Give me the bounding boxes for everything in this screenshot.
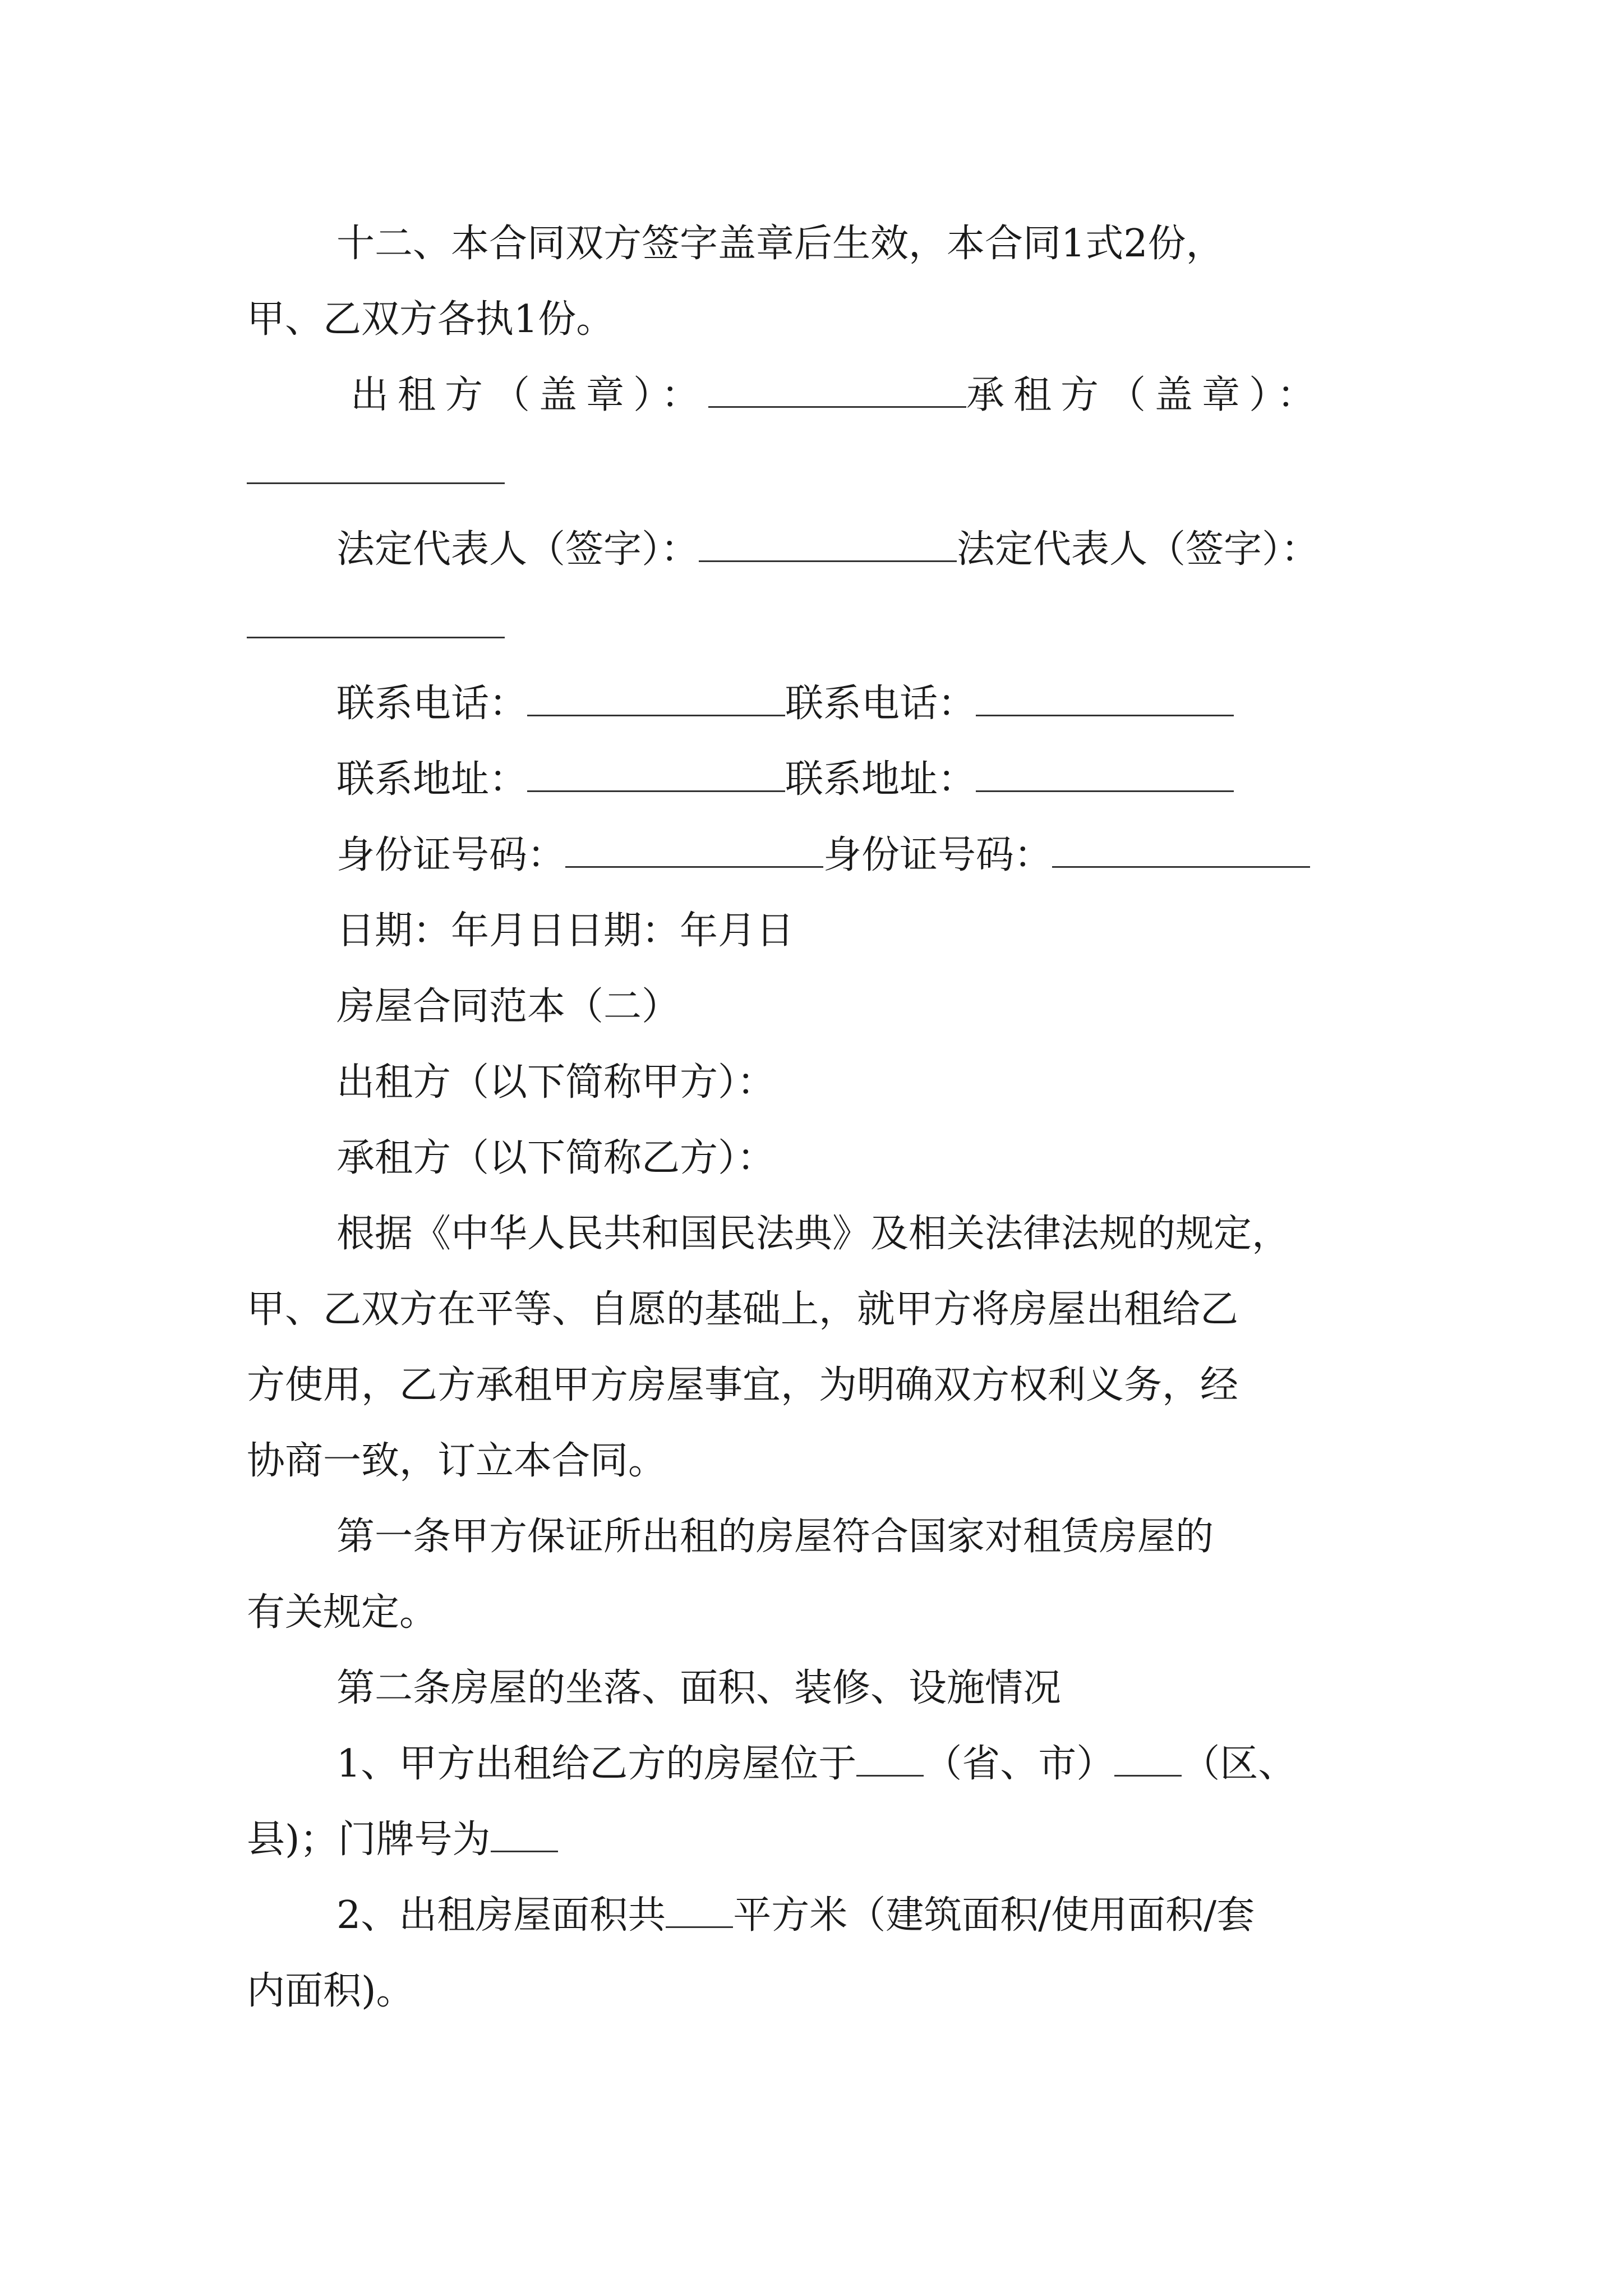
legal-rep-blank-a (699, 528, 957, 562)
phone-blank-a (527, 682, 785, 716)
item-1-text-2: （省、市） (924, 1742, 1115, 1786)
intro-text-3: 方使用，乙方承租甲方房屋事宜，为明确双方权利义务，经 (247, 1363, 1239, 1407)
item-2-text-1: 2、出租房屋面积共 (336, 1893, 666, 1938)
id-label-a: 身份证号码： (336, 833, 566, 877)
lessee-party-line (336, 1133, 775, 1184)
address-label-a: 联系地址： (336, 757, 528, 802)
legal-rep-line (336, 524, 1319, 575)
item-1-text-4: 县)；门牌号为 (247, 1818, 491, 1862)
lessee-seal-label: 承租方（盖章）： (966, 373, 1325, 417)
date-line (336, 906, 794, 956)
article-1-text-2: 有关规定。 (247, 1590, 438, 1635)
area-blank (666, 1894, 733, 1928)
address-label-b: 联系地址： (785, 757, 976, 802)
door-number-blank (491, 1818, 558, 1852)
lessee-seal-blank (247, 482, 505, 484)
id-blank-a (565, 834, 823, 868)
legal-rep-blank-b (247, 637, 505, 638)
article-1-line-2 (247, 1588, 437, 1638)
intro-line-2 (247, 1285, 1238, 1335)
lessor-party-line (336, 1057, 775, 1108)
province-blank (856, 1742, 924, 1777)
address-blank-b (976, 758, 1234, 792)
id-number-line (336, 830, 1310, 881)
intro-line-4 (247, 1436, 666, 1487)
article-1-line-1 (336, 1512, 1214, 1562)
lessor-seal-label: 出租方（盖章）： (351, 373, 709, 417)
district-blank (1114, 1742, 1182, 1777)
intro-text-2: 甲、乙双方在平等、自愿的基础上，就甲方将房屋出租给乙 (247, 1287, 1239, 1332)
id-label-b: 身份证号码： (823, 833, 1053, 877)
clause-12-line-2 (247, 295, 614, 345)
intro-text-1: 根据《中华人民共和国民法典》及相关法律法规的规定， (336, 1212, 1290, 1256)
seal-line (351, 370, 1324, 421)
template-title (336, 982, 680, 1032)
item-2-text-2: 平方米（建筑面积/使用面积/套 (733, 1893, 1255, 1938)
item-1-text-1: 1、甲方出租给乙方的房屋位于 (336, 1742, 857, 1786)
item-1-text-3: （区、 (1182, 1742, 1297, 1786)
intro-line-3 (247, 1360, 1238, 1411)
template-title-text: 房屋合同范本（二） (336, 984, 680, 1029)
item-1-line-2 (247, 1815, 558, 1865)
phone-blank-b (976, 682, 1234, 716)
intro-text-4: 协商一致，订立本合同。 (247, 1439, 667, 1483)
intro-line-1 (336, 1209, 1290, 1259)
article-2-title-text: 第二条房屋的坐落、面积、装修、设施情况 (336, 1666, 1062, 1710)
id-blank-b (1052, 834, 1310, 868)
legal-rep-label-a: 法定代表人（签字）： (336, 527, 699, 572)
clause-12-line-1 (336, 219, 1224, 269)
address-line (336, 754, 1234, 805)
item-2-text-3: 内面积)。 (247, 1969, 414, 2013)
legal-rep-label-b: 法定代表人（签字）： (957, 527, 1320, 572)
item-1-line-1 (336, 1739, 1296, 1789)
address-blank-a (527, 758, 785, 792)
clause-12-text-1: 十二、本合同双方签字盖章后生效，本合同1式2份， (336, 222, 1224, 266)
article-1-text-1: 第一条甲方保证所出租的房屋符合国家对租赁房屋的 (336, 1515, 1214, 1559)
phone-label-a: 联系电话： (336, 682, 528, 726)
phone-label-b: 联系电话： (785, 682, 976, 726)
date-text: 日期：年月日日期：年月日 (336, 909, 795, 953)
phone-line (336, 679, 1234, 729)
article-2-title (336, 1663, 1061, 1714)
lessor-party-text: 出租方（以下简称甲方）： (336, 1060, 776, 1105)
lessor-seal-blank (708, 374, 966, 408)
clause-12-text-2: 甲、乙双方各执1份。 (247, 297, 615, 342)
item-2-line-1 (336, 1890, 1255, 1941)
item-2-line-2 (247, 1966, 414, 2017)
lessee-party-text: 承租方（以下简称乙方）： (336, 1136, 776, 1180)
